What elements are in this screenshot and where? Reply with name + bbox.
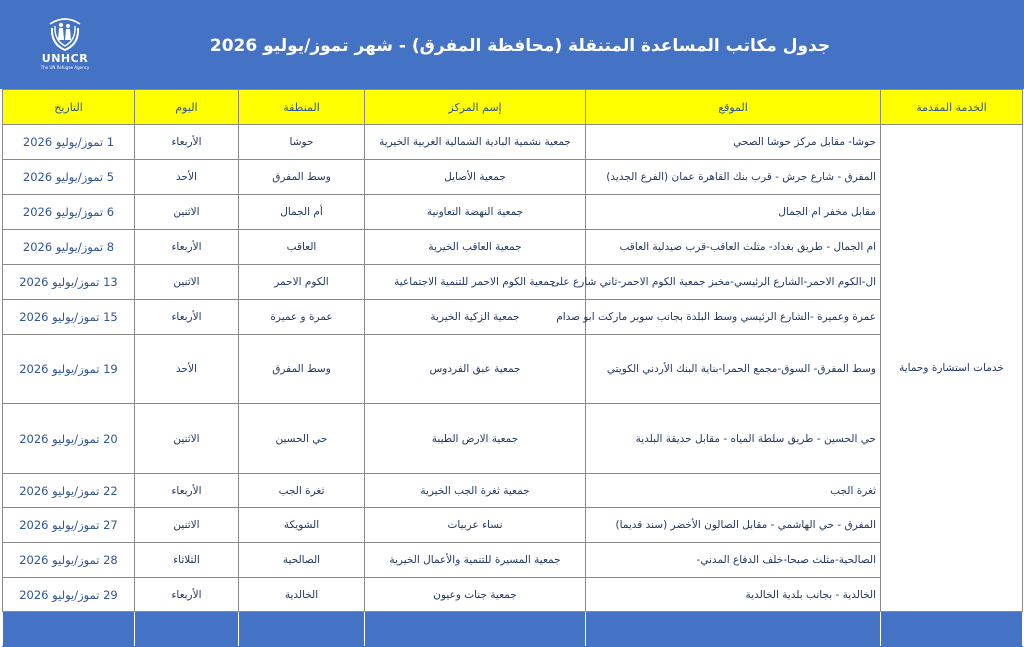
table-row — [3, 508, 1023, 543]
area-cell: حي الحسين — [239, 404, 365, 474]
logo-tagline: The UN Refugee Agency — [40, 65, 90, 70]
logo-wordmark: UNHCR — [41, 52, 89, 65]
center-cell: جمعية نشمية البادية الشمالية الغربية الخيرية — [365, 125, 586, 160]
table-row — [3, 543, 1023, 578]
date-cell: 19 تموز/يوليو 2026 — [3, 335, 135, 404]
day-cell: الاثنين — [135, 265, 239, 300]
center-cell: نساء عربيات — [365, 508, 586, 543]
location-cell: حوشا- مقابل مركز حوشا الصحي — [586, 125, 881, 160]
area-cell: أم الجمال — [239, 195, 365, 230]
footer-cell — [239, 612, 365, 647]
table-row — [3, 160, 1023, 195]
location-cell: ثغرة الجب — [586, 474, 881, 508]
table-row — [3, 474, 1023, 508]
day-cell: الاثنين — [135, 195, 239, 230]
location-cell: الصالحية-مثلث صبحا-خلف الدفاع المدني- — [586, 543, 881, 578]
area-cell: عمرة و عميرة — [239, 300, 365, 335]
area-cell: وسط المفرق — [239, 335, 365, 404]
area-cell: وسط المفرق — [239, 160, 365, 195]
footer-cell — [365, 612, 586, 647]
area-cell: العاقب — [239, 230, 365, 265]
table-row — [3, 230, 1023, 265]
center-cell: جمعية ثغرة الجب الخيرية — [365, 474, 586, 508]
location-cell: وسط المفرق- السوق-مجمع الحمرا-بناية البنك الأردني الكويتي — [586, 335, 881, 404]
area-cell: الصالحية — [239, 543, 365, 578]
day-cell: الأربعاء — [135, 474, 239, 508]
location-cell: حي الحسين - طريق سلطة المياه - مقابل حديقة البلدية — [586, 404, 881, 474]
center-cell: جمعية جنات وعيون — [365, 578, 586, 612]
location-cell: المفرق - شارع جرش - قرب بنك القاهرة عمان (الفرع الجديد) — [586, 160, 881, 195]
date-cell: 20 تموز/يوليو 2026 — [3, 404, 135, 474]
table-row — [3, 265, 1023, 300]
col-header-center: إسم المركز — [365, 90, 586, 125]
center-cell: جمعية الزكية الخيرية — [365, 300, 586, 335]
location-cell: ام الجمال - طريق بغداد- مثلث العاقب-قرب صيدلية العاقب — [586, 230, 881, 265]
footer-cell — [881, 612, 1023, 647]
center-cell: جمعية الارض الطيبة — [365, 404, 586, 474]
service-cell: خدمات استشارة وحماية — [881, 125, 1023, 612]
page-title: جدول مكاتب المساعدة المتنقلة (محافظة المفرق) - شهر تموز/يوليو 2026 — [209, 36, 831, 56]
center-cell: جمعية الكوم الاحمر للتنمية الاجتماعية — [365, 265, 586, 300]
day-cell: الأحد — [135, 335, 239, 404]
date-cell: 13 تموز/يوليو 2026 — [3, 265, 135, 300]
location-cell: المفرق - حي الهاشمي - مقابل الصالون الأخضر (سند قديما) — [586, 508, 881, 543]
date-cell: 15 تموز/يوليو 2026 — [3, 300, 135, 335]
day-cell: الاثنين — [135, 508, 239, 543]
center-cell: جمعية العاقب الخيرية — [365, 230, 586, 265]
date-cell: 28 تموز/يوليو 2026 — [3, 543, 135, 578]
date-cell: 27 تموز/يوليو 2026 — [3, 508, 135, 543]
location-cell: عمرة وعميرة -الشارع الرئيسي وسط البلدة بجانب سوبر ماركت ابو صدام — [586, 300, 881, 335]
location-cell: الخالدية - بجانب بلدية الخالدية — [586, 578, 881, 612]
day-cell: الأربعاء — [135, 230, 239, 265]
unhcr-emblem-icon — [48, 16, 82, 52]
area-cell: الكوم الاحمر — [239, 265, 365, 300]
center-cell: جمعية عبق الفردوس — [365, 335, 586, 404]
col-header-day: اليوم — [135, 90, 239, 125]
day-cell: الأربعاء — [135, 300, 239, 335]
area-cell: حوشا — [239, 125, 365, 160]
col-header-service: الخدمة المقدمة — [881, 90, 1023, 125]
table-row — [3, 335, 1023, 404]
table-row — [3, 578, 1023, 612]
table-header-row — [3, 90, 1023, 125]
area-cell: ثغرة الجب — [239, 474, 365, 508]
day-cell: الأربعاء — [135, 125, 239, 160]
center-cell: جمعية الأصايل — [365, 160, 586, 195]
table-row — [3, 125, 1023, 160]
area-cell: الخالدية — [239, 578, 365, 612]
table-row — [3, 195, 1023, 230]
day-cell: الاثنين — [135, 404, 239, 474]
day-cell: الأربعاء — [135, 578, 239, 612]
date-cell: 6 تموز/يوليو 2026 — [3, 195, 135, 230]
col-header-date: التاريخ — [3, 90, 135, 125]
header-banner — [0, 0, 1024, 89]
center-cell: جمعية المسيرة للتنمية والأعمال الخيرية — [365, 543, 586, 578]
date-cell: 22 تموز/يوليو 2026 — [3, 474, 135, 508]
center-cell: جمعية النهضة التعاونية — [365, 195, 586, 230]
footer-cell — [135, 612, 239, 647]
schedule-table — [2, 89, 1023, 647]
footer-cell — [586, 612, 881, 647]
date-cell: 29 تموز/يوليو 2026 — [3, 578, 135, 612]
location-cell: مقابل مخفر ام الجمال — [586, 195, 881, 230]
table-row — [3, 300, 1023, 335]
table-row — [3, 404, 1023, 474]
col-header-location: الموقع — [586, 90, 881, 125]
date-cell: 5 تموز/يوليو 2026 — [3, 160, 135, 195]
area-cell: الشويكة — [239, 508, 365, 543]
footer-cell — [3, 612, 135, 647]
day-cell: الأحد — [135, 160, 239, 195]
day-cell: الثلاثاء — [135, 543, 239, 578]
location-cell: ال-الكوم الاحمر-الشارع الرئيسي-مخبز جمعية الكوم الاحمر-ثاني شارع على — [586, 265, 881, 300]
table-footer-row — [3, 612, 1023, 647]
unhcr-logo — [30, 16, 100, 76]
date-cell: 8 تموز/يوليو 2026 — [3, 230, 135, 265]
col-header-area: المنطقة — [239, 90, 365, 125]
date-cell: 1 تموز/يوليو 2026 — [3, 125, 135, 160]
